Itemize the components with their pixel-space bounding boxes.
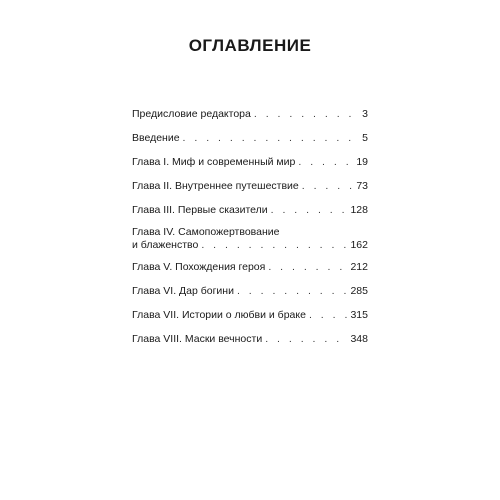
dot-leader xyxy=(183,132,360,145)
toc-entry-page: 348 xyxy=(350,333,368,345)
toc-entry-label: Глава II. Внутреннее путешествие xyxy=(132,180,299,192)
toc-entry-label: Глава III. Первые сказители xyxy=(132,204,268,216)
toc-entry xyxy=(132,261,368,274)
dot-leader xyxy=(309,309,348,322)
dot-leader xyxy=(302,180,354,193)
dot-leader xyxy=(237,285,348,298)
toc-entry xyxy=(132,180,368,193)
toc-entry-label: и блаженство xyxy=(132,239,199,251)
toc-entry-page: 162 xyxy=(350,239,368,251)
toc-entry xyxy=(132,132,368,145)
toc-entry-page: 5 xyxy=(362,132,368,144)
dot-leader xyxy=(265,333,347,346)
toc-entry-label: Введение xyxy=(132,132,180,144)
toc-entry-label: Глава V. Похождения героя xyxy=(132,261,266,273)
dot-leader xyxy=(254,108,359,121)
toc-entry-label: Глава VI. Дар богини xyxy=(132,285,234,297)
toc-entry-page: 3 xyxy=(362,108,368,120)
toc-entry-label: Глава VIII. Маски вечности xyxy=(132,333,263,345)
toc-entry xyxy=(132,204,368,217)
dot-leader xyxy=(271,204,348,217)
toc-entry-label: Глава I. Миф и современный мир xyxy=(132,156,296,168)
toc-entry-label: Предисловие редактора xyxy=(132,108,251,120)
dot-leader xyxy=(201,239,347,252)
toc-entry xyxy=(132,309,368,322)
toc-entry-page: 212 xyxy=(350,261,368,273)
toc-entry-label-line1: Глава IV. Самопожертвование xyxy=(132,226,280,238)
toc-entry xyxy=(132,285,368,298)
toc-entry xyxy=(132,108,368,121)
toc-entry xyxy=(132,156,368,169)
dot-leader xyxy=(268,261,347,274)
toc-entry-page: 315 xyxy=(350,309,368,321)
toc-entry-page: 128 xyxy=(350,204,368,216)
toc-entry xyxy=(132,226,368,252)
toc-entry xyxy=(132,333,368,346)
toc-entry-page: 19 xyxy=(356,156,368,168)
toc-entry-page: 285 xyxy=(350,285,368,297)
page-title: ОГЛАВЛЕНИЕ xyxy=(188,36,312,55)
dot-leader xyxy=(298,156,353,169)
toc-entry-label: Глава VII. Истории о любви и браке xyxy=(132,309,306,321)
toc-entry-page: 73 xyxy=(356,180,368,192)
